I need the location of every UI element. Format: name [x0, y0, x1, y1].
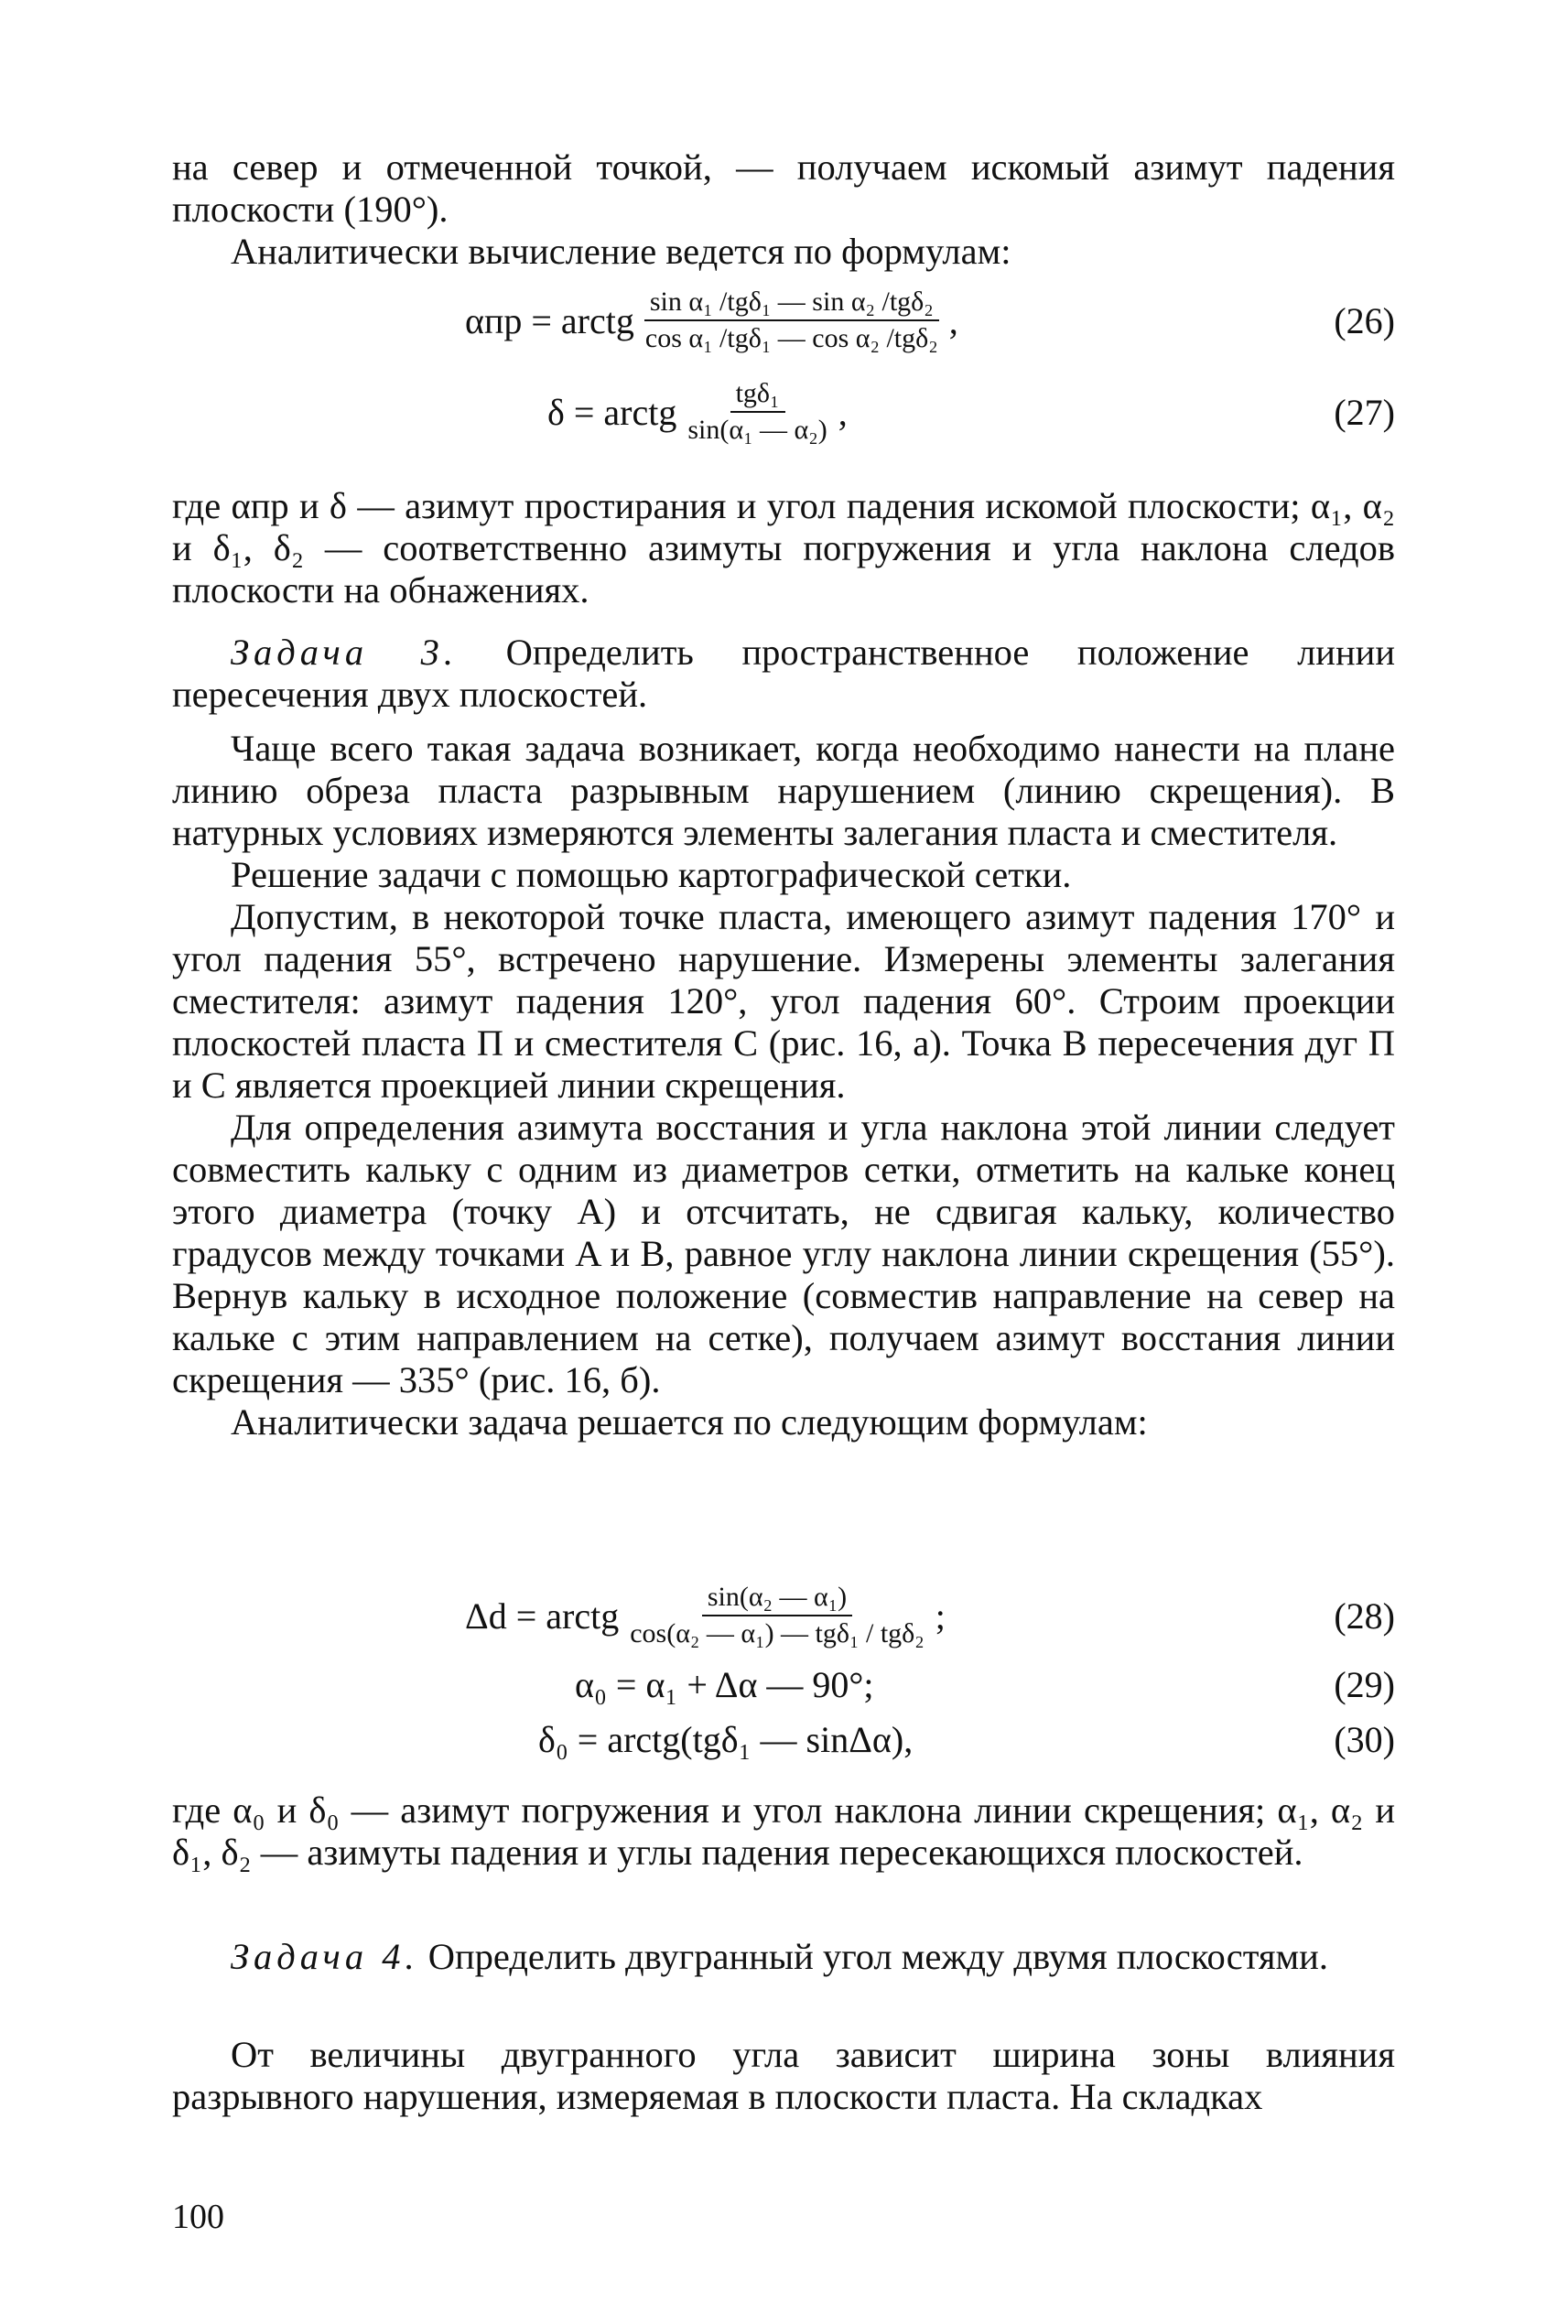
eq30-body: δ₀ = arctg(tgδ₁ — sinΔα), [538, 1718, 914, 1760]
eq29-number: (29) [1334, 1663, 1395, 1705]
eq26-fraction [640, 286, 944, 354]
eq27-fraction [682, 378, 832, 446]
task-4-text: Определить двугранный угол между двумя плоскостями. [427, 1936, 1328, 1977]
eq28-denominator: cos(α₂ — α₁) — tgδ₁ / tgδ₂ [630, 1618, 925, 1648]
eq26-tail: , [948, 299, 958, 341]
eq28-number: (28) [1334, 1594, 1395, 1637]
paragraph-2: Аналитически вычисление ведется по формулам: [231, 231, 1011, 272]
task-3 [172, 632, 1395, 716]
equation-28 [172, 1570, 1395, 1661]
task-3-block [172, 632, 1395, 716]
eq27-number: (27) [1334, 391, 1395, 433]
text-middle-2 [172, 728, 1395, 1443]
paragraph-7: Для определения азимута восстания и угла наклона этой линии следует совместить кальку с одним из диаметров сетки, отметить на кальке конец этого диаметра (точку A) и отсчитать, не сдвигая кальку, количество градусов между точками A и B, равное углу наклона линии скрещения (55°). Вернув кальку в исходное положение (совместив направление на север на кальке с этим направлением на сетке), получаем азимут восстания линии скрещения — 335° (рис. 16, б). [172, 1107, 1395, 1400]
eq26-numerator: sin α₁ /tgδ₁ — sin α₂ /tgδ₂ [644, 286, 939, 321]
eq30-number: (30) [1334, 1718, 1395, 1760]
equation-26 [172, 275, 1395, 366]
eq27-tail: , [838, 391, 848, 433]
text-middle-1 [172, 485, 1395, 611]
paragraph-8: Аналитически задача решается по следующим формулам: [231, 1401, 1148, 1443]
eq26-number: (26) [1334, 299, 1395, 341]
text-lower [172, 1789, 1395, 1874]
eq29-body: α₀ = α₁ + Δα — 90°; [575, 1663, 874, 1705]
paragraph-5: Решение задачи с помощью картографической сетки. [231, 854, 1072, 895]
equation-30 [172, 1712, 1395, 1767]
paragraph-1: на север и отмеченной точкой, — получаем искомый азимут падения плоскости (190°). [172, 146, 1395, 230]
paragraph-10: От величины двугранного угла зависит ширина зоны влияния разрывного нарушения, измеряемая в плоскости пласта. На складках [172, 2034, 1395, 2117]
text-bottom [172, 2034, 1395, 2118]
task-4-label: Задача 4. [231, 1936, 419, 1977]
eq28-lhs: Δd = arctg [465, 1594, 620, 1637]
text-top [172, 146, 1395, 273]
eq27-numerator: tgδ₁ [730, 378, 785, 413]
eq26-lhs: αпр = arctg [465, 299, 634, 341]
eq28-fraction [624, 1582, 930, 1649]
paragraph-4: Чаще всего такая задача возникает, когда необходимо нанести на плане линию обреза пласта разрывным нарушением (линию скрещения). В натурных условиях измеряются элементы залегания пласта и сместителя. [172, 728, 1395, 853]
task-4 [172, 1936, 1395, 1978]
task-3-text: Определить пространственное положение линии пересечения двух плоскостей. [172, 632, 1396, 715]
equation-27 [172, 366, 1395, 458]
equation-29 [172, 1657, 1395, 1712]
paragraph-6: Допустим, в некоторой точке пласта, имеющего азимут падения 170° и угол падения 55°, встречено нарушение. Измерены элементы залегания сместителя: азимут падения 120°, угол падения 60°. Строим проекции плоскостей пласта П и сместителя C (рис. 16, а). Точка B пересечения дуг П и C является проекцией линии скрещения. [172, 896, 1395, 1106]
eq27-denominator: sin(α₁ — α₂) [687, 415, 827, 445]
eq28-numerator: sin(α₂ — α₁) [702, 1582, 852, 1616]
paragraph-3: где αпр и δ — азимут простирания и угол падения искомой плоскости; α₁, α₂ и δ₁, δ₂ — соответственно азимуты погружения и угла наклона следов плоскости на обнажениях. [172, 485, 1395, 611]
eq27-lhs: δ = arctg [547, 391, 677, 433]
task-4-block [172, 1936, 1395, 1978]
paragraph-9: где α₀ и δ₀ — азимут погружения и угол наклона линии скрещения; α₁, α₂ и δ₁, δ₂ — азимуты падения и углы падения пересекающихся плоскостей. [172, 1789, 1395, 1873]
eq28-tail: ; [935, 1594, 946, 1637]
task-3-label: Задача 3. [231, 632, 459, 673]
eq26-denominator: cos α₁ /tgδ₁ — cos α₂ /tgδ₂ [644, 323, 938, 353]
page-number: 100 [172, 2198, 224, 2236]
